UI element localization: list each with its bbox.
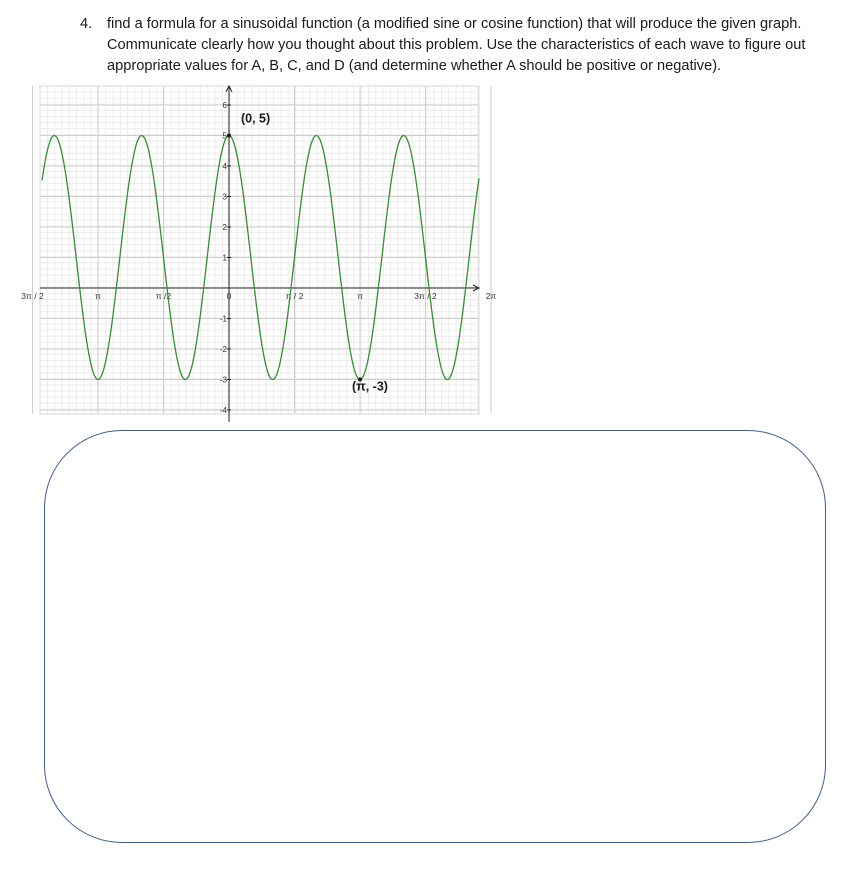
annotation-point bbox=[227, 134, 231, 138]
question-text: find a formula for a sinusoidal function (a modified sine or cosine function) that will produce the given graph. Communicate clearly how you thought about this problem. Use the characteristics of each wave to figure out appropriate values for A, B, C, and D (and determine whether A should be positive or negative). bbox=[107, 16, 806, 74]
x-tick-label: π bbox=[95, 291, 101, 301]
question-number: 4. bbox=[80, 16, 93, 32]
y-tick-label: -1 bbox=[219, 314, 227, 324]
y-tick-label: 5 bbox=[222, 131, 227, 141]
y-tick-label: -4 bbox=[219, 406, 227, 415]
annotation-label: (0, 5) bbox=[241, 111, 271, 126]
x-tick-label: 0 bbox=[226, 291, 232, 301]
y-tick-label: 3 bbox=[222, 192, 227, 202]
annotations bbox=[227, 112, 388, 394]
y-tick-label: 6 bbox=[222, 101, 227, 110]
y-tick-label: 1 bbox=[222, 253, 227, 263]
y-tick-label: -3 bbox=[219, 375, 227, 385]
x-tick-label: π bbox=[357, 291, 363, 301]
y-tick-label: 4 bbox=[222, 162, 227, 171]
x-tick-label: 3π / 2 bbox=[21, 291, 44, 301]
x-tick-label: 3π / 2 bbox=[414, 291, 437, 301]
x-tick-label: π /2 bbox=[155, 291, 172, 301]
major-grid bbox=[33, 86, 491, 414]
answer-box[interactable] bbox=[44, 430, 826, 843]
x-tick-label: 2π bbox=[485, 291, 497, 301]
x-tick-label: π / 2 bbox=[285, 291, 304, 301]
y-tick-label: -2 bbox=[219, 345, 227, 354]
y-tick-label: 2 bbox=[222, 223, 227, 232]
annotation-label: (π, -3) bbox=[352, 379, 388, 394]
